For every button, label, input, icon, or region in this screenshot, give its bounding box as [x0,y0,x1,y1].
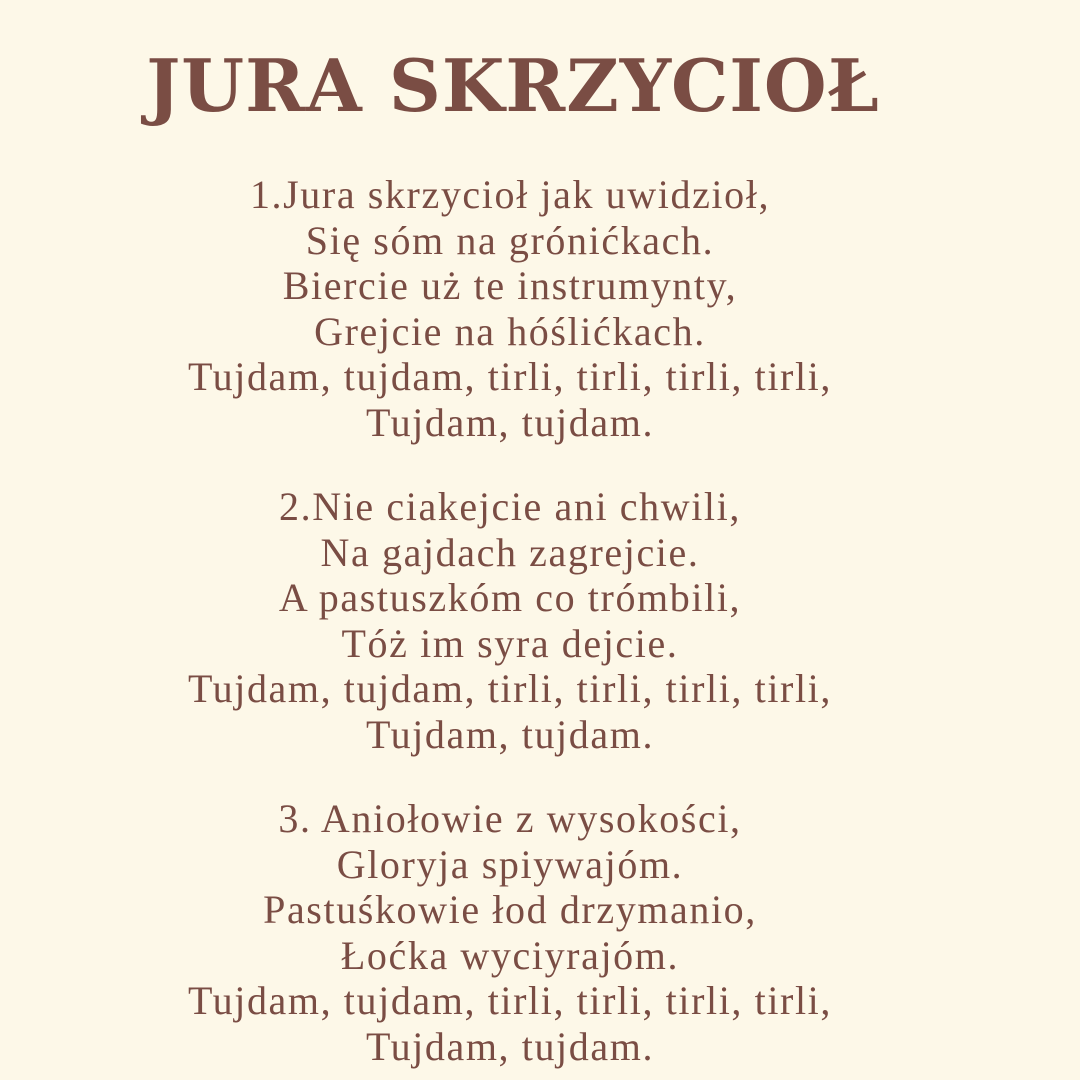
verse-line: Pastuśkowie łod drzymanio, [263,887,757,932]
verse-line: Biercie uż te instrumynty, [282,263,738,308]
verse-2 [0,484,1020,757]
refrain-line: Tujdam, tujdam, tirli, tirli, tirli, tirli, [188,354,832,399]
refrain-line: Tujdam, tujdam. [365,399,655,445]
verse-line: Łoćka wyciyrajóm. [340,932,680,978]
verse-line: Gloryja spiywajóm. [336,841,684,887]
verse-1 [0,172,1020,445]
verse-line: A pastuszkóm co trómbili, [278,575,742,620]
verse-line: Tóż im syra dejcie. [341,620,679,666]
refrain-line: Tujdam, tujdam. [365,1023,655,1069]
refrain-line: Tujdam, tujdam, tirli, tirli, tirli, tirli, [188,666,832,711]
verse-line: Się sóm na grónićkach. [305,217,715,263]
refrain-line: Tujdam, tujdam. [365,711,655,757]
verse-line: 2.Nie ciakejcie ani chwili, [279,484,741,529]
verse-line: 1.Jura skrzycioł jak uwidzioł, [249,172,771,217]
verse-line: 3. Aniołowie z wysokości, [278,796,742,841]
verse-line: Na gajdach zagrejcie. [320,529,700,575]
verse-line: Grejcie na hóślićkach. [314,308,706,354]
song-title: JURA SKRZYCIOŁ [146,43,880,128]
verse-3 [0,796,1020,1069]
refrain-line: Tujdam, tujdam, tirli, tirli, tirli, tirli, [188,978,832,1023]
